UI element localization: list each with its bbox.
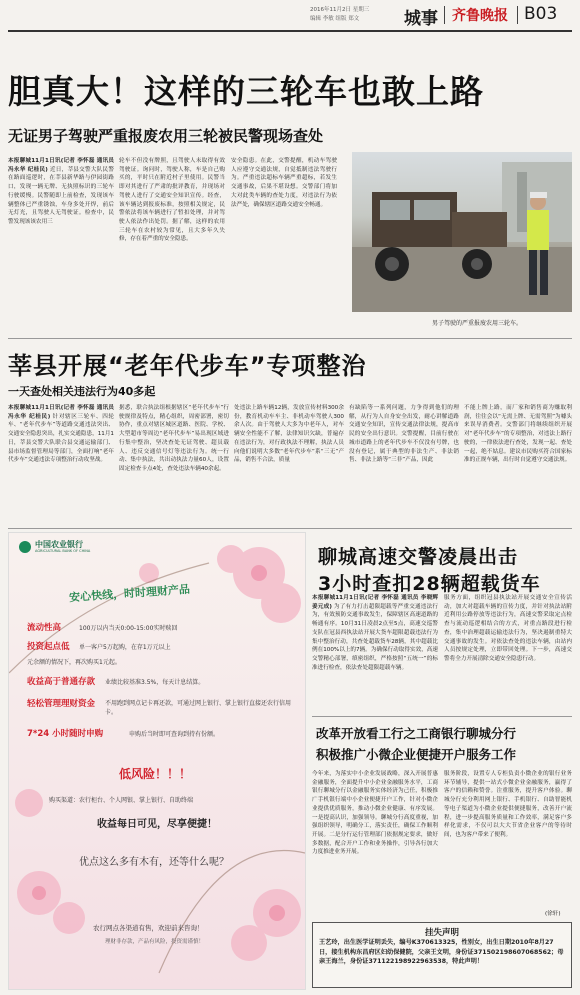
paper-logo: 齐鲁晚报 xyxy=(452,8,508,24)
story4-column-1: 今年来，为落实中小企业发展战略，深入开展普惠金融服务，全面提升中小企业金融服务水平，工商银行聊城分行以金融服务实体经济为己任，积极推广手机银行端中小企业便捷开户工作，针对小微企业提供优质服务，推动小微企业健康、有序发展。一是提高认识，加强领导。聊城分行高度重视，加强组织领导，明确分工，落实责任，确保工作顺利开展。二是分行运行管理部门依据规定要求，做好多数据，配合开户工作和业务操作，引导各行加大力度推进业务开展。 xyxy=(312,771,438,856)
story2-text-1: 针对辖区三轮车、四轮车、“老年代步车”等道路交通违法突出、交通安全隐患突出，扎实交通隐患，11月1日，莘县交警大队联合县交通运输部门、县市场监督管理局等部门，全面打响“老年代步车”交通违法专项整治行动攻坚战。 xyxy=(8,413,114,464)
story1-column-2: 轮车不但没有牌照，且驾驶人未取得有效驾驶证。询问时，驾驶人称，车是自己购买的，平时只在附近村子里使用。民警当即对其进行了严肃的批评教育，并现场对驾驶人进行了交通安全知识宣传。经查，该车辆达到报废标准，按照相关规定，民警依法将该车辆进行了暂扣处理，并对驾驶人依法作出处罚。据了解，这样的农用三轮车在农村较为常见，且大多年久失修，存在着严重的安全隐患。 xyxy=(119,158,225,243)
photo-illustration xyxy=(352,152,572,312)
story3-column-2: 服务方面，组织冠县执法站开展交通安全宣传活动，加大对超载车辆的宣传力度，并针对执法站附近利用公路停放等违法行为，高速交警采取定点检查与流动巡逻相结合的方式，对重点路段进行检查，集中治理超载运输违法行为，坚决遏制重特大交通事故的发生。对依法查处的违法车辆，由站内人员按规定处理，立即带回处理。下一步，高速交警将全力开展清除交通安全隐患行动。 xyxy=(444,595,572,662)
story2-column-3: 处违法上路车辆12辆，发放宣传材料300余份，教育机动车车主、非机动车驾驶人300余人次。由于驾驶人大多为中老年人，对车辆安全性能不了解，法律知识欠缺，普遍存在违法行为，对行政执法不理解，执法人员向他们说明大多数“老年代步车”系“三无”产品，销售不合法，质量 xyxy=(234,405,344,464)
story1-text-1: 近日，莘县交警大队民警在路面巡逻时，在莘县新华路与伊园街路口，发现一辆无牌、无执照标识的三轮车行驶缓慢。民警随即上前检查，发现该车辆整体已严重锈蚀，车身多处开焊，前后无灯光，且驾驶人无驾驶证。检查中，民警发现该该农用三 xyxy=(8,166,114,225)
divider-1 xyxy=(8,338,572,339)
feature-1-text: 100万以内当天0:00-15:00实时赎回 xyxy=(79,625,178,632)
story4-headline-1: 改革开放看工行之工商银行聊城分行 xyxy=(316,726,517,741)
flower-decoration xyxy=(9,533,305,989)
divider-2 xyxy=(8,528,572,529)
feature-3-title: 收益高于普通存款 xyxy=(27,677,96,687)
story2-subhead: 一天查处相关违法行为40多起 xyxy=(8,385,156,398)
abc-logo-icon xyxy=(19,541,31,553)
page-number: B03 xyxy=(524,4,558,24)
feature-2-text-b: 元余额的情况下，再次购买1元起。 xyxy=(27,659,121,666)
story3-headline-2: 3小时查扣28辆超载货车 xyxy=(318,573,541,595)
header-divider-2 xyxy=(517,6,518,24)
ad-question: 优点这么多有木有，还等什么呢？ xyxy=(79,857,229,868)
ad-consult: 农行网点各渠道有售，欢迎前来咨询！ xyxy=(93,924,204,932)
feature-1-title: 流动性高 xyxy=(27,623,62,633)
story4-headline-2: 积极推广小微企业便捷开户服务工作 xyxy=(316,747,517,762)
feature-4-text: 不用跑到网点记卡再还款，可通过网上银行、掌上银行直接还农行信用卡。 xyxy=(105,700,292,716)
story2-column-5: 不能上牌上路，而厂家和销售商为赚取利润，往往会以“无需上牌、无需驾照”为噱头来误导消费者。交警部门将继续组织开展对“老年代步车”的专项整治，对违法上路行驶的，一律依法进行查处，发现一起、查处一起，绝不姑息。建议市民购买符合国家标准的正规车辆，出行时自觉遵守交通法规。 xyxy=(464,405,572,464)
story3-byline: 本报聊城11月1日讯(记者 李怀磊 通讯员 李晓辉 姜元成) xyxy=(312,595,438,610)
story3-text-1: 为了有力打击超限超载等严重交通违法行为，有效预防交通事故发生，保障辖区高速道路的畅通有序。10月31日凌晨2点至5点，高速交巡警支队在冠县西执法站开展大货车超限超载违法行为集中整治行动，共查处超载货车28辆，其中超载比例在100%以上的7辆。为确保行动取得实效，高速交警精心部署，缜密组织，严格按照“五统一”的标准进行检查，依法查处超限超载车辆。 xyxy=(312,603,438,671)
purchase-channels: 购买渠道：农行柜台、个人网银、掌上银行、自助终端 xyxy=(49,797,194,804)
story2-column-2: 据悉，联合执法组根据辖区“老年代步车”行驶规律及特点，精心组织，周密部署，密切协作，重点对辖区城区道路、医院、学校、大型超市等周边“老年代步车”易出现区域进行集中整治，坚决查处无证驾驶、超员载人、违反交通信号灯等违法行为。统一行动、集中执法，共出动执法力量60人，设置固定检查卡点4处，查处违法车辆40余起。 xyxy=(119,405,229,472)
header-date: 2016年11月2日 星期三 xyxy=(310,7,370,13)
feature-5-text: 申购后当时即可查询到持有份额。 xyxy=(129,731,220,738)
story2-headline: 莘县开展“老年代步车”专项整治 xyxy=(8,352,367,380)
low-risk-title: 低风险！！！ xyxy=(119,767,192,781)
header-editor: 编辑 李敏 组版 郑文 xyxy=(310,16,360,22)
divider-3 xyxy=(312,716,572,717)
story3-headline-1: 聊城高速交警凌晨出击 xyxy=(318,546,519,568)
feature-2-title: 投资起点低 xyxy=(27,642,70,652)
tricycle-photo xyxy=(352,152,572,312)
ad-disclaimer: 理财非存款，产品有风险，投资需谨慎！ xyxy=(105,939,205,945)
lost-notice-title: 挂失声明 xyxy=(424,928,459,938)
feature-4-title: 轻松管理理财资金 xyxy=(27,699,96,709)
story4-author: (徐轩) xyxy=(545,911,561,917)
photo-caption: 男子驾驶的严重报废农用三轮车。 xyxy=(432,320,523,327)
ad-slogan: 安心快线，时时理财产品 xyxy=(68,582,191,605)
story1-column-1 xyxy=(8,157,114,345)
lost-notice-body: 王艺玲，出生医学证明丢失，编号K370613325，性别女，出生日期2010年8月27日，接生机构东昌府区妇幼保健院，父亲王文明，身份证371502198607068562；母亲王海兰，身份证371122198922963538，特此声明！ xyxy=(319,939,564,965)
section-name: 城事 xyxy=(404,9,438,29)
story2-column-4: 有缺陷等一系列问题，力争得到他们的理解，从行为人自身安全出发，耐心讲解道路交通安全知识，宣传交通法律法规，提高市民的安全出行意识。交警提醒，目前行驶在城市道路上的老年代步车不仅没有号牌，也没有登记，属于典型的非法生产、非法销售、非法上路等“三非”产品，因此 xyxy=(349,405,459,464)
bank-advertisement xyxy=(8,532,306,990)
bank-name-en: AGRICULTURAL BANK OF CHINA xyxy=(35,549,91,553)
story1-subhead: 无证男子驾驶严重报废农用三轮被民警现场查处 xyxy=(8,127,324,145)
ad-tagline: 收益每日可见，尽享便捷！ xyxy=(97,819,217,830)
story1-byline: 本报聊城11月1日讯(记者 李怀磊 通讯员 冯永华 纪桂民) xyxy=(8,158,114,173)
feature-3-text: 业绩比较基准3.5%，每天计息结算。 xyxy=(105,679,205,686)
story3-column-1 xyxy=(312,594,438,710)
feature-5-title: 7*24 小时随时申购 xyxy=(27,729,104,739)
story2-column-1 xyxy=(8,404,114,526)
story1-column-3: 安全隐患。在此，交警提醒，机动车驾驶人应遵守交通法规，自觉抵制违法驾驶行为。严重违法超标车辆严重超标，若发生交通事故，后果不堪设想。交警部门将加大对此类车辆的查处力度，对违法行为依法严处，确保辖区道路交通安全畅通。 xyxy=(231,158,337,208)
header-divider xyxy=(444,6,445,24)
story1-headline: 胆真大！这样的三轮车也敢上路 xyxy=(8,72,484,111)
story4-column-2: 服务阶段，设置专人专柜负责小微企业的银行业务环节辅导，提供一站式小微企业金融服务，赢得了客户的信赖和赞誉。注重服务，提升客户体验。聊城分行充分利用网上银行、手机银行、自助智能机等电子渠道为小微企业提供便捷服务，改善开户流程，进一步提高服务质量和工作效率，满足客户多样化需求，不仅可以大大节省企业客户的等待时间，也为客户带来了便利。 xyxy=(444,771,572,838)
story2-byline: 本报聊城11月1日讯(记者 李怀磊 通讯员 冯永华 纪桂民) xyxy=(8,405,114,420)
feature-2-text: 单一客户5万起购，在存1万元以上 xyxy=(79,644,171,651)
bank-name: 中国农业银行 xyxy=(35,540,83,549)
header-rule xyxy=(8,30,572,32)
lost-notice-box xyxy=(312,922,572,988)
